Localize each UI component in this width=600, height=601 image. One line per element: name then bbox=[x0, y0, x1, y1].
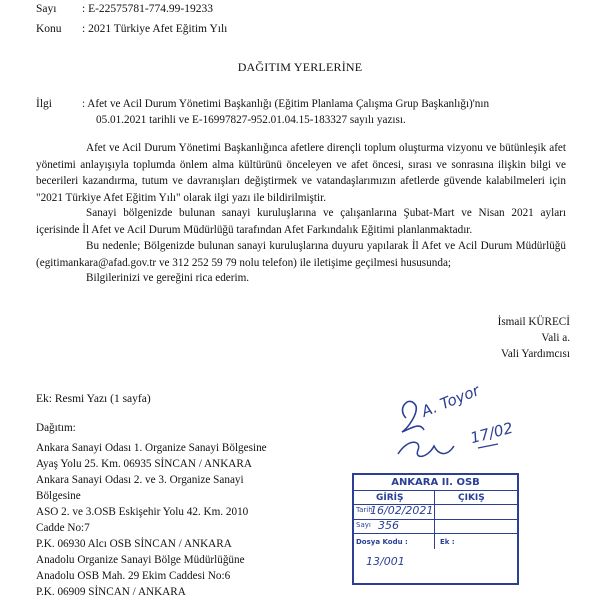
ilgi-label: İlgi bbox=[36, 98, 52, 110]
distribution-line: P.K. 06909 SİNCAN / ANKARA bbox=[36, 586, 186, 598]
body-paragraph-3: Bu nedenle; Bölgenizde bulunan sanayi kuruluşlarına duyuru yapılarak İl Afet ve Acil Durum Müdürlüğü (egitimankara@afad.gov.tr ve 312 252 59 79 nolu telefon) ile iletişime geçilmesi hususunda; bbox=[36, 240, 566, 269]
distribution-line: ASO 2. ve 3.OSB Eskişehir Yolu 42. Km. 2010 bbox=[36, 506, 249, 518]
distribution-line: Anadolu OSB Mah. 29 Ekim Caddesi No:6 bbox=[36, 570, 231, 582]
ilgi-line1: : Afet ve Acil Durum Yönetimi Başkanlığı (Eğitim Planlama Çalışma Grup Başkanlığı)'nın bbox=[82, 98, 490, 110]
stamp-tarih-label: Tarih bbox=[356, 506, 373, 514]
distribution-line: Ayaş Yolu 25. Km. 06935 SİNCAN / ANKARA bbox=[36, 458, 252, 470]
distribution-line: Bölgesine bbox=[36, 490, 81, 502]
stamp-tarih-value: 16/02/2021 bbox=[370, 504, 434, 517]
stamp-ek-label: Ek : bbox=[440, 538, 455, 546]
konu-label: Konu bbox=[36, 23, 62, 35]
distribution-label: Dağıtım: bbox=[36, 422, 76, 434]
signer-role-2: Vali Yardımcısı bbox=[501, 348, 570, 360]
sayi-value: : E-22575781-774.99-19233 bbox=[82, 3, 213, 15]
signer-role-1: Vali a. bbox=[541, 332, 570, 344]
stamp-sayi-label: Sayı bbox=[356, 521, 371, 529]
stamp-title: ANKARA II. OSB bbox=[391, 477, 480, 488]
stamp-sayi-value: 356 bbox=[378, 519, 399, 532]
sayi-label: Sayı bbox=[36, 3, 57, 15]
distribution-line: Anadolu Organize Sanayi Bölge Müdürlüğüne bbox=[36, 554, 245, 566]
document-title: DAĞITIM YERLERİNE bbox=[237, 60, 363, 74]
stamp-dosya-label: Dosya Kodu : bbox=[356, 538, 408, 546]
ilgi-line2: 05.01.2021 tarihli ve E-16997827-952.01.04.15-183327 sayılı yazısı. bbox=[96, 114, 406, 126]
stamp-dosya-value: 13/001 bbox=[366, 555, 405, 568]
signer-name: İsmail KÜRECİ bbox=[497, 316, 570, 328]
stamp-cikis: ÇIKIŞ bbox=[458, 493, 485, 503]
body-paragraph-2: Sanayi bölgenizde bulunan sanayi kuruluşlarına ve çalışanlarına Şubat-Mart ve Nisan 2021 ayları içerisinde İl Afet ve Acil Durum Müdürlüğü tarafından Afet Farkındalık Eğitimi planlanmaktadır. bbox=[36, 207, 566, 236]
handwritten-name: A. Toyor bbox=[418, 381, 482, 421]
registry-stamp bbox=[352, 473, 519, 585]
stamp-giris: GİRİŞ bbox=[376, 493, 404, 503]
konu-value: : 2021 Türkiye Afet Eğitim Yılı bbox=[82, 23, 228, 35]
distribution-line: Cadde No:7 bbox=[36, 522, 90, 534]
body-paragraph-4: Bilgilerinizi ve gereğini rica ederim. bbox=[86, 272, 250, 284]
distribution-line: P.K. 06930 Alcı OSB SİNCAN / ANKARA bbox=[36, 538, 232, 550]
distribution-line: Ankara Sanayi Odası 1. Organize Sanayi Bölgesine bbox=[36, 442, 267, 454]
distribution-line: Ankara Sanayi Odası 2. ve 3. Organize Sanayi bbox=[36, 474, 244, 486]
handwritten-date: 17/02 bbox=[468, 418, 515, 448]
attachment-line: Ek: Resmi Yazı (1 sayfa) bbox=[36, 393, 151, 405]
body-paragraph-1: Afet ve Acil Durum Yönetimi Başkanlığınca afetlere dirençli toplum oluşturma vizyonu ve bütünleşik afet yönetimi anlayışıyla toplumda önlem alma kültürünü önceleyen ve afet öncesi, sırası ve sonrasına ilişkin bilgi ve becerileri kazandırma, tutum ve davranışları değiştirmek ve vatandaşlarımızın afetlerde güvende kalabilmeleri için "2021 Türkiye Afet Eğitim Yılı" olarak ilgi yazı ile bildirilmiştir. bbox=[36, 142, 566, 204]
